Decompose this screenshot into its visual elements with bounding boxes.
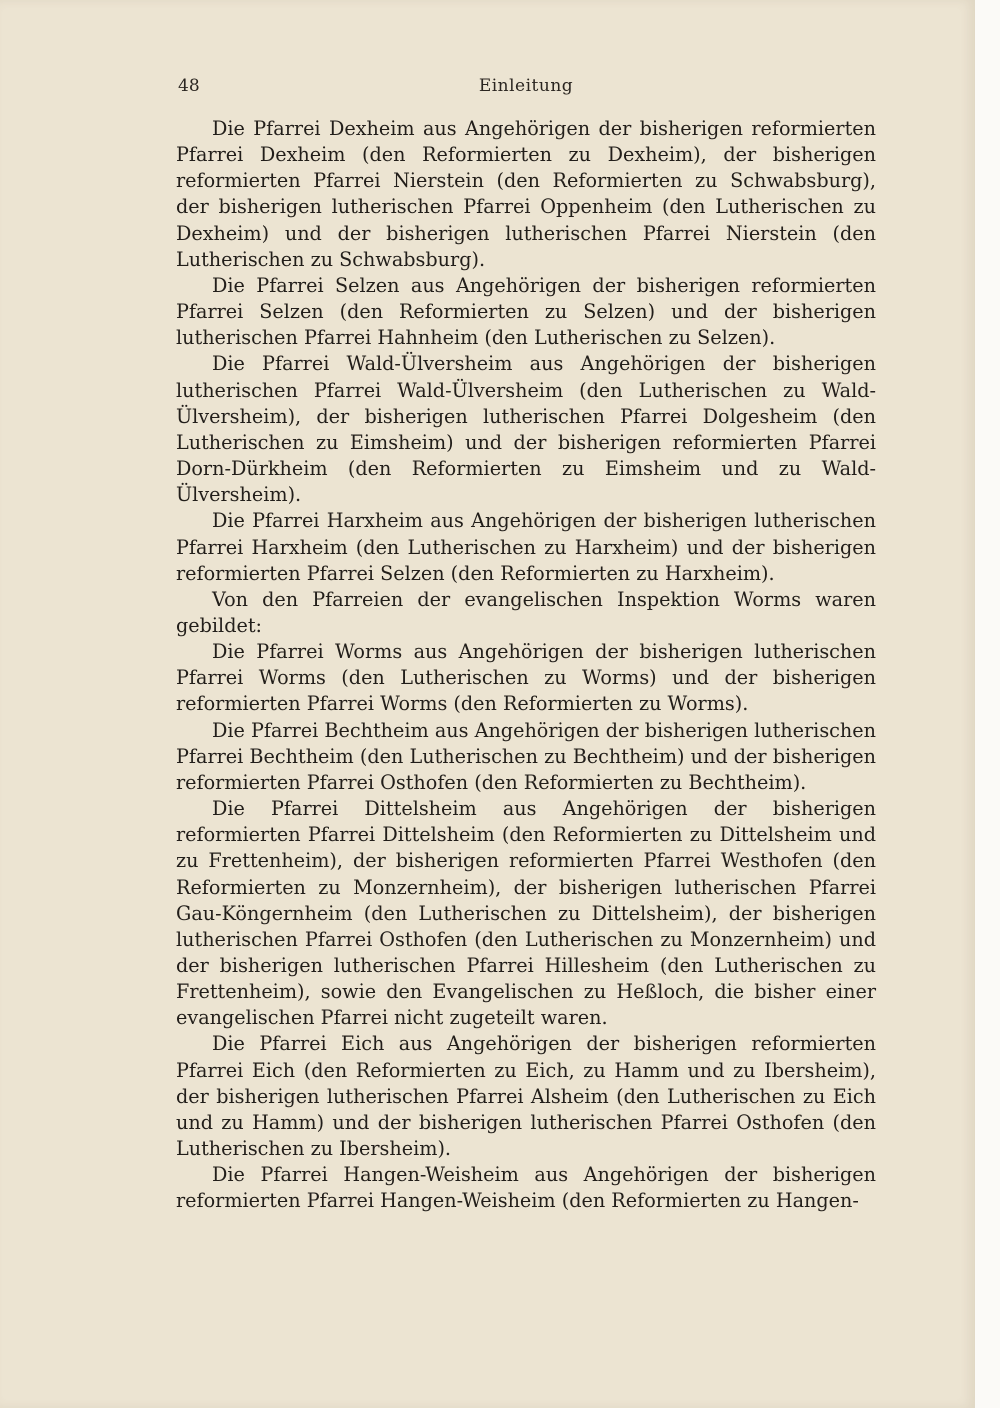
body-text	[176, 116, 876, 1215]
page-number: 48	[178, 76, 200, 96]
paragraph-worms: Die Pfarrei Worms aus Angehörigen der bisherigen lutherischen Pfarrei Worms (den Lutherischen zu Worms) und der bisherigen reformierten Pfarrei Worms (den Reformierten zu Worms).	[176, 640, 876, 716]
page-header	[176, 72, 876, 102]
paragraph-inspektion-worms: Von den Pfarreien der evangelischen Inspektion Worms waren gebildet:	[176, 587, 876, 637]
paragraph-harxheim: Die Pfarrei Harxheim aus Angehörigen der bisherigen lutherischen Pfarrei Harxheim (den Lutherischen zu Harxheim) und der bisherigen reformierten Pfarrei Selzen (den Reformierten zu Harxheim).	[176, 509, 876, 585]
paragraph-eich: Die Pfarrei Eich aus Angehörigen der bisherigen reformierten Pfarrei Eich (den Reformierten zu Eich, zu Hamm und zu Ibersheim), der bisherigen lutherischen Pfarrei Alsheim (den Lutherischen zu Eich und zu Hamm) und der bisherigen lutherischen Pfarrei Osthofen (den Lutherischen zu Ibersheim).	[176, 1032, 876, 1161]
paragraph-bechtheim: Die Pfarrei Bechtheim aus Angehörigen der bisherigen lutherischen Pfarrei Bechtheim (den Lutherischen zu Bechtheim) und der bisherigen reformierten Pfarrei Osthofen (den Reformierten zu Bechtheim).	[176, 718, 876, 794]
paragraph-selzen: Die Pfarrei Selzen aus Angehörigen der bisherigen reformierten Pfarrei Selzen (den Reformierten zu Selzen) und der bisherigen lutherischen Pfarrei Hahnheim (den Lutherischen zu Selzen).	[176, 273, 876, 350]
paragraph-dittelsheim: Die Pfarrei Dittelsheim aus Angehörigen der bisherigen reformierten Pfarrei Dittelsheim (den Reformierten zu Dittelsheim und zu Frettenheim), der bisherigen reformierten Pfarrei Westhofen (den Reformierten zu Monzernheim), der bisherigen lutherischen Pfarrei Gau-Köngernheim (den Lutherischen zu Dittelsheim), der bisherigen lutherischen Pfarrei Osthofen (den Lutherischen zu Monzernheim) und der bisherigen lutherischen Pfarrei Hillesheim (den Lutherischen zu Frettenheim), sowie den Evangelischen zu Heßloch, die bisher einer evangelischen Pfarrei nicht zugeteilt waren.	[176, 797, 876, 1030]
scan-edge	[975, 0, 1000, 1408]
paragraph-dexheim: Die Pfarrei Dexheim aus Angehörigen der bisherigen reformierten Pfarrei Dexheim (den Reformierten zu Dexheim), der bisherigen reformierten Pfarrei Nierstein (den Reformierten zu Schwabsburg), der bisherigen lutherischen Pfarrei Oppenheim (den Lutherischen zu Dexheim) und der bisherigen lutherischen Pfarrei Nierstein (den Lutherischen zu Schwabsburg).	[176, 117, 876, 271]
paragraph-wald-uelversheim: Die Pfarrei Wald-Ülversheim aus Angehörigen der bisherigen lutherischen Pfarrei Wald-Ülversheim (den Lutherischen zu Wald-Ülversheim), der bisherigen lutherischen Pfarrei Dolgesheim (den Lutherischen zu Eimsheim) und der bisherigen reformierten Pfarrei Dorn-Dürkheim (den Reformierten zu Eimsheim und zu Wald-Ülversheim).	[176, 352, 876, 507]
paragraph-hangen-weisheim: Die Pfarrei Hangen-Weisheim aus Angehörigen der bisherigen reformierten Pfarrei Hangen-Weisheim (den Reformierten zu Hangen-	[176, 1163, 876, 1213]
running-title: Einleitung	[478, 76, 574, 96]
